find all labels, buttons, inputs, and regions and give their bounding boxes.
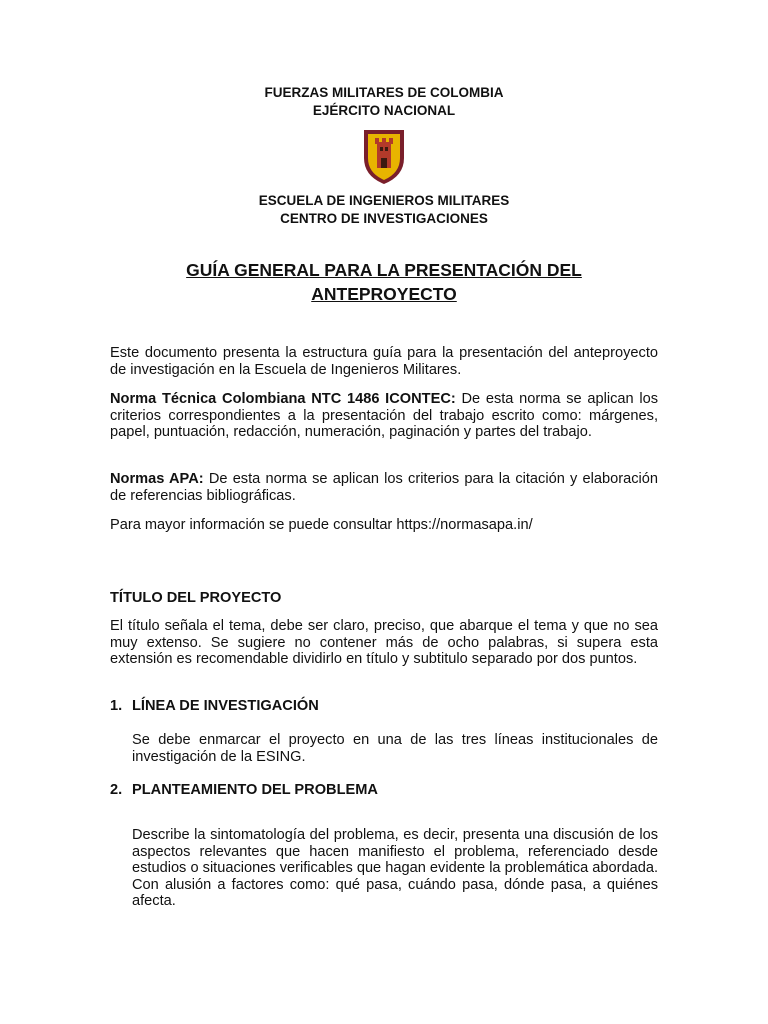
more-info-paragraph: Para mayor información se puede consultar https://normasapa.in/ <box>110 517 533 533</box>
header-center: CENTRO DE INVESTIGACIONES <box>280 211 488 226</box>
header-institution: FUERZAS MILITARES DE COLOMBIA <box>264 85 504 100</box>
section-2-number: 2. <box>110 782 123 798</box>
section-1-title: LÍNEA DE INVESTIGACIÓN <box>132 698 319 714</box>
section-2-paragraph: Describe la sintomatología del problema, es decir, presenta una discusión de los aspectos relevantes que hacen manifiesto el problema, referenciado desde estudios o situaciones verificables que hagan evidente la problemática abordada. Con alusión a factores como: qué pasa, cuándo pasa, dónde pasa, a quiénes afecta. <box>132 827 658 909</box>
titulo-heading: TÍTULO DEL PROYECTO <box>110 590 282 606</box>
intro-paragraph: Este documento presenta la estructura guía para la presentación del anteproyecto de investigación en la Escuela de Ingenieros Militares. <box>110 345 658 378</box>
document-title-line1: GUÍA GENERAL PARA LA PRESENTACIÓN DEL <box>186 260 582 280</box>
section-1-number: 1. <box>110 698 123 714</box>
titulo-paragraph: El título señala el tema, debe ser claro, preciso, que abarque el tema y que no sea muy extenso. Se sugiere no contener más de ocho palabras, si supera esta extensión es recomendable dividirlo en título y subtitulo separado por dos puntos. <box>110 618 658 667</box>
ntc-paragraph <box>110 391 658 441</box>
section-1-heading <box>110 698 319 715</box>
section-2-title: PLANTEAMIENTO DEL PROBLEMA <box>132 782 378 798</box>
apa-label: Normas APA: <box>110 471 204 487</box>
ntc-text: De esta norma se aplican los criterios correspondientes a la presentación del trabajo escrito como: márgenes, papel, puntuación, redacción, numeración, paginación y partes del trabajo. <box>110 391 658 440</box>
ntc-label: Norma Técnica Colombiana NTC 1486 ICONTEC: <box>110 391 456 407</box>
school-crest-logo <box>362 128 406 186</box>
section-1-paragraph: Se debe enmarcar el proyecto en una de las tres líneas institucionales de investigación de la ESING. <box>132 732 658 765</box>
header-army: EJÉRCITO NACIONAL <box>312 103 456 118</box>
apa-text: De esta norma se aplican los criterios para la citación y elaboración de referencias bibliográficas. <box>110 471 658 504</box>
section-2-heading <box>110 782 378 799</box>
header-school: ESCUELA DE INGENIEROS MILITARES <box>258 193 510 208</box>
apa-paragraph <box>110 471 658 504</box>
document-title-line2: ANTEPROYECTO <box>311 284 457 304</box>
